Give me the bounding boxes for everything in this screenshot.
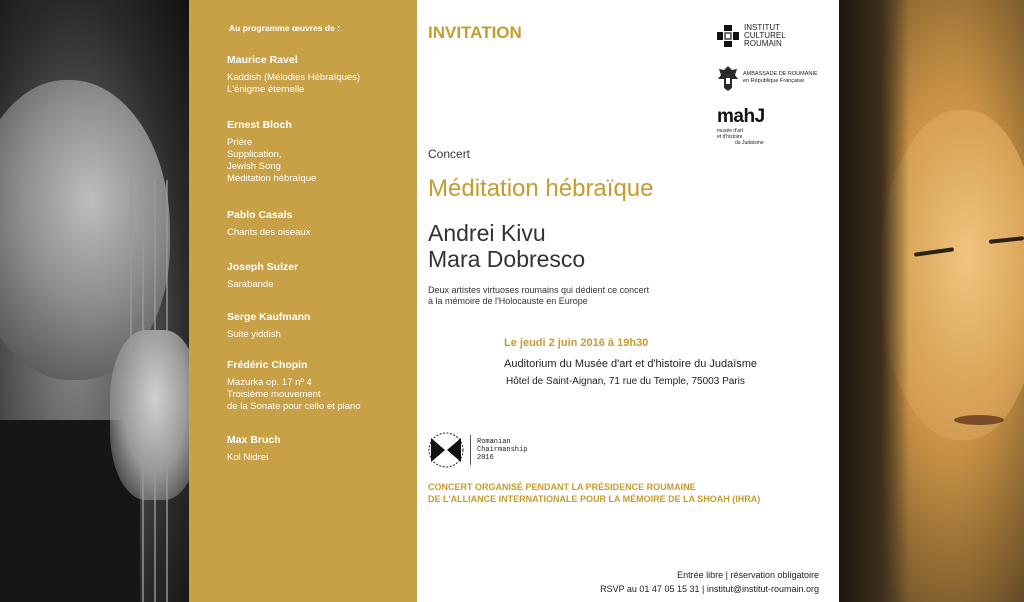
dedication-line: à la mémoire de l'Holocauste en Europe <box>428 296 588 306</box>
chairmanship-text-line: Romanian <box>477 438 511 446</box>
icr-text-line: INSTITUT <box>744 23 780 32</box>
event-address: Hôtel de Saint-Aignan, 71 rue du Temple, 75003 Paris <box>506 376 745 387</box>
composer-block <box>227 209 310 239</box>
pianist-photo <box>839 0 1024 602</box>
icr-logo <box>717 24 786 48</box>
invitation-heading: INVITATION <box>428 23 522 42</box>
embassy-text-line: en République Française <box>743 78 805 84</box>
composer-name: Serge Kaufmann <box>227 311 311 323</box>
mahj-subtitle: musée d'art <box>717 128 743 134</box>
event-date: Le jeudi 2 juin 2016 à 19h30 <box>504 337 649 349</box>
work-title: Jewish Song <box>227 161 281 172</box>
entry-note: Entrée libre | réservation obligatoire <box>677 570 819 580</box>
work-title: L'énigme éternelle <box>227 84 305 95</box>
pianist-hair-shape <box>839 0 909 602</box>
composer-block <box>227 359 361 413</box>
organisation-note <box>428 481 760 505</box>
work-title: Sarabande <box>227 279 274 290</box>
dedication-line: Deux artistes virtuoses roumains qui dédient ce concert <box>428 285 650 295</box>
rsvp-contact: RSVP au 01 47 05 15 31 | institut@institut-roumain.org <box>600 584 819 594</box>
work-title: Kol Nidrei <box>227 452 269 463</box>
logo-divider <box>470 435 471 465</box>
icr-text-line: CULTUREL <box>744 31 786 40</box>
cellist-photo <box>0 0 189 602</box>
work-title: Suite yiddish <box>227 329 281 340</box>
organisation-line: DE L'ALLIANCE INTERNATIONALE POUR LA MÉMOIRE DE LA SHOAH (IHRA) <box>428 494 761 504</box>
rsvp-footer <box>600 568 819 596</box>
work-title: Chants des oiseaux <box>227 227 311 238</box>
work-title: de la Sonate pour cello et piano <box>227 401 361 412</box>
event-venue: Auditorium du Musée d'art et d'histoire du Judaïsme <box>504 358 758 370</box>
pianist-mouth-shape <box>954 415 1004 425</box>
romania-coat-of-arms-icon <box>717 64 739 92</box>
artists <box>428 220 585 272</box>
artist-name: Mara Dobresco <box>428 246 586 272</box>
composer-block <box>227 434 281 464</box>
concert-label: Concert <box>428 147 471 161</box>
mahj-subtitle: et d'histoire <box>717 134 743 140</box>
chairmanship-wordmark <box>477 438 527 462</box>
cellist-hand-shape <box>110 330 189 500</box>
composer-block <box>227 119 316 185</box>
embassy-logo <box>717 64 818 92</box>
composer-name: Frédéric Chopin <box>227 359 308 371</box>
composer-name: Max Bruch <box>227 434 281 446</box>
organisation-line: CONCERT ORGANISÉ PENDANT LA PRÉSIDENCE ROUMAINE <box>428 482 696 492</box>
chairmanship-text-line: Chairmanship <box>477 446 528 454</box>
composer-name: Pablo Casals <box>227 209 293 221</box>
mahj-logo <box>717 106 765 146</box>
composer-block <box>227 261 298 291</box>
composer-name: Maurice Ravel <box>227 54 298 66</box>
work-title: Prière <box>227 137 253 148</box>
program-intro: Au programme œuvres de : <box>229 23 340 33</box>
composer-block <box>227 311 310 341</box>
dedication-text <box>428 285 728 307</box>
invitation-panel <box>417 0 839 602</box>
concert-title: Méditation hébraïque <box>428 175 654 202</box>
work-title: Méditation hébraïque <box>227 173 317 184</box>
artist-name: Andrei Kivu <box>428 220 546 246</box>
work-title: Kaddish (Mélodies Hébraïques) <box>227 72 361 83</box>
composer-name: Joseph Sulzer <box>227 261 299 273</box>
work-title: Mazurka op. 17 nº 4 <box>227 377 312 388</box>
composer-block <box>227 54 360 96</box>
embassy-wordmark <box>743 71 818 85</box>
mahj-subtitle: du Judaïsme <box>735 140 764 146</box>
program-panel <box>189 0 417 602</box>
chairmanship-emblem-icon <box>428 432 464 468</box>
icr-wordmark <box>744 24 786 48</box>
composer-name: Ernest Bloch <box>227 119 292 131</box>
chairmanship-logo <box>428 432 527 468</box>
work-title: Troisième mouvement <box>227 389 321 400</box>
icr-text-line: ROUMAIN <box>744 39 782 48</box>
chairmanship-text-line: 2016 <box>477 454 494 462</box>
work-title: Supplication, <box>227 149 282 160</box>
icr-emblem-icon <box>717 25 739 47</box>
embassy-text-line: AMBASSADE DE ROUMANIE <box>743 71 818 77</box>
mahj-wordmark: mahJ <box>717 106 765 127</box>
